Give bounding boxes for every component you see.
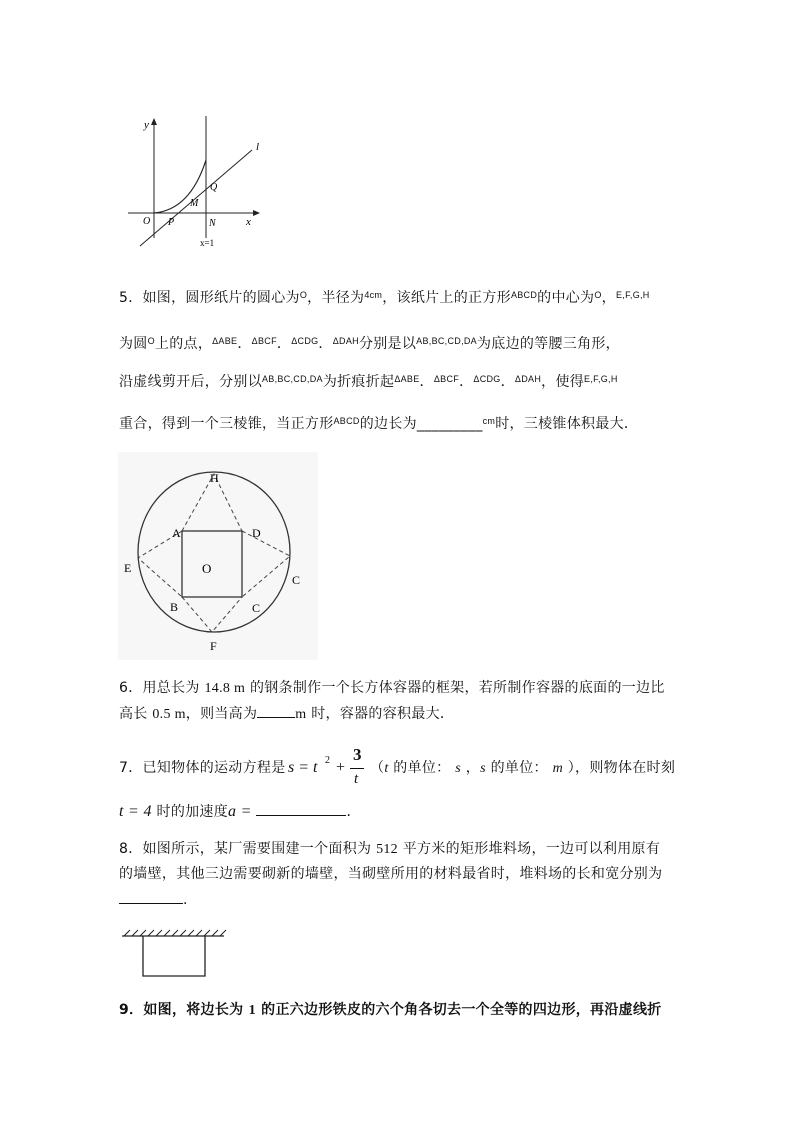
point-p-label: P (168, 217, 175, 228)
y-axis-label: y (144, 119, 149, 131)
point-m-label: M (190, 198, 199, 209)
q5-line-4: 重合，得到一个三棱锥，当正方形$^{ABCD}$的边长为_________$^{cm}$时，三棱锥体积最大． (119, 416, 639, 432)
y-axis-arrow (151, 118, 157, 125)
label-b: B (170, 600, 179, 614)
point-n-label: N (209, 218, 216, 229)
x-eq-1-label: x=1 (200, 238, 215, 248)
q5-line-3: 沿虚线剪开后，分别以$^{AB,BC,CD,DA}$为折痕折起$^{\Delta ABE}$．$^{\Delta BCF}$．$^{\Delta CDG}$．$^{\Delta DAH}$，使得$^{E,F,G,H}$ (119, 374, 618, 390)
q8-answer-blank (119, 889, 183, 904)
x-axis-arrow (253, 210, 260, 216)
point-q-label: Q (210, 182, 218, 193)
circle-square-figure (118, 452, 318, 660)
label-f: F (210, 639, 217, 653)
q6-line-1: 6．用总长为 14.8 m 的钢条制作一个长方体容器的框架，若所制作容器的底面的一边比 (119, 680, 665, 696)
line-l-label: l (256, 141, 260, 153)
q8-line-2: 的墙壁，其他三边需要砌新的墙壁，当砌壁所用的材料最省时，堆料场的长和宽分别为 (119, 866, 663, 882)
q7-line-1-rest: （t 的单位： s ，s 的单位： m ），则物体在时刻 (370, 760, 676, 776)
label-g: C (292, 573, 301, 587)
curve-tangent-figure (120, 110, 270, 252)
label-o: O (202, 561, 212, 576)
q5-line-2: 为圆$^O$上的点，$^{\Delta ABE}$．$^{\Delta BCF}$．$^{\Delta CDG}$．$^{\Delta DAH}$分别是以$^{AB,BC,CD,DA}$为底边的等腰三角形， (119, 336, 620, 352)
label-h: H (210, 471, 219, 485)
q9-line-1: 9．如图，将边长为 1 的正六边形铁皮的六个角各切去一个全等的四边形，再沿虚线折 (119, 1002, 662, 1018)
x-axis-label: x (246, 216, 251, 228)
label-a: A (172, 526, 181, 540)
q7-answer-blank (256, 801, 346, 816)
wall-hatching (124, 930, 226, 936)
wall-rectangle-figure (118, 926, 230, 980)
label-e: E (124, 561, 132, 575)
q8-line-3: . (119, 889, 188, 910)
origin-label: O (143, 216, 151, 227)
q6-answer-blank (257, 703, 295, 718)
q7-line-1: 7．已知物体的运动方程是 (119, 760, 286, 776)
q8-line-1: 8．如图所示，某厂需要围建一个面积为 512 平方米的矩形堆料场，一边可以利用原有 (119, 841, 661, 857)
q7-line-2: t = 4 时的加速度a = ． (119, 803, 361, 820)
q5-line-1: 5．如图，圆形纸片的圆心为$^O$，半径为$^{4cm}$，该纸片上的正方形$^{ABCD}$的中心为$^O$，$^{E,F,G,H}$ (119, 290, 650, 306)
storage-yard-rectangle (143, 936, 205, 976)
label-d: D (252, 526, 261, 540)
q6-line-2: 高长 0.5 m，则当高为 m 时，容器的容积最大． (119, 703, 454, 725)
fraction-bar (350, 768, 364, 769)
q5-answer-blank: _________ (416, 416, 483, 432)
label-c: C (252, 601, 261, 615)
